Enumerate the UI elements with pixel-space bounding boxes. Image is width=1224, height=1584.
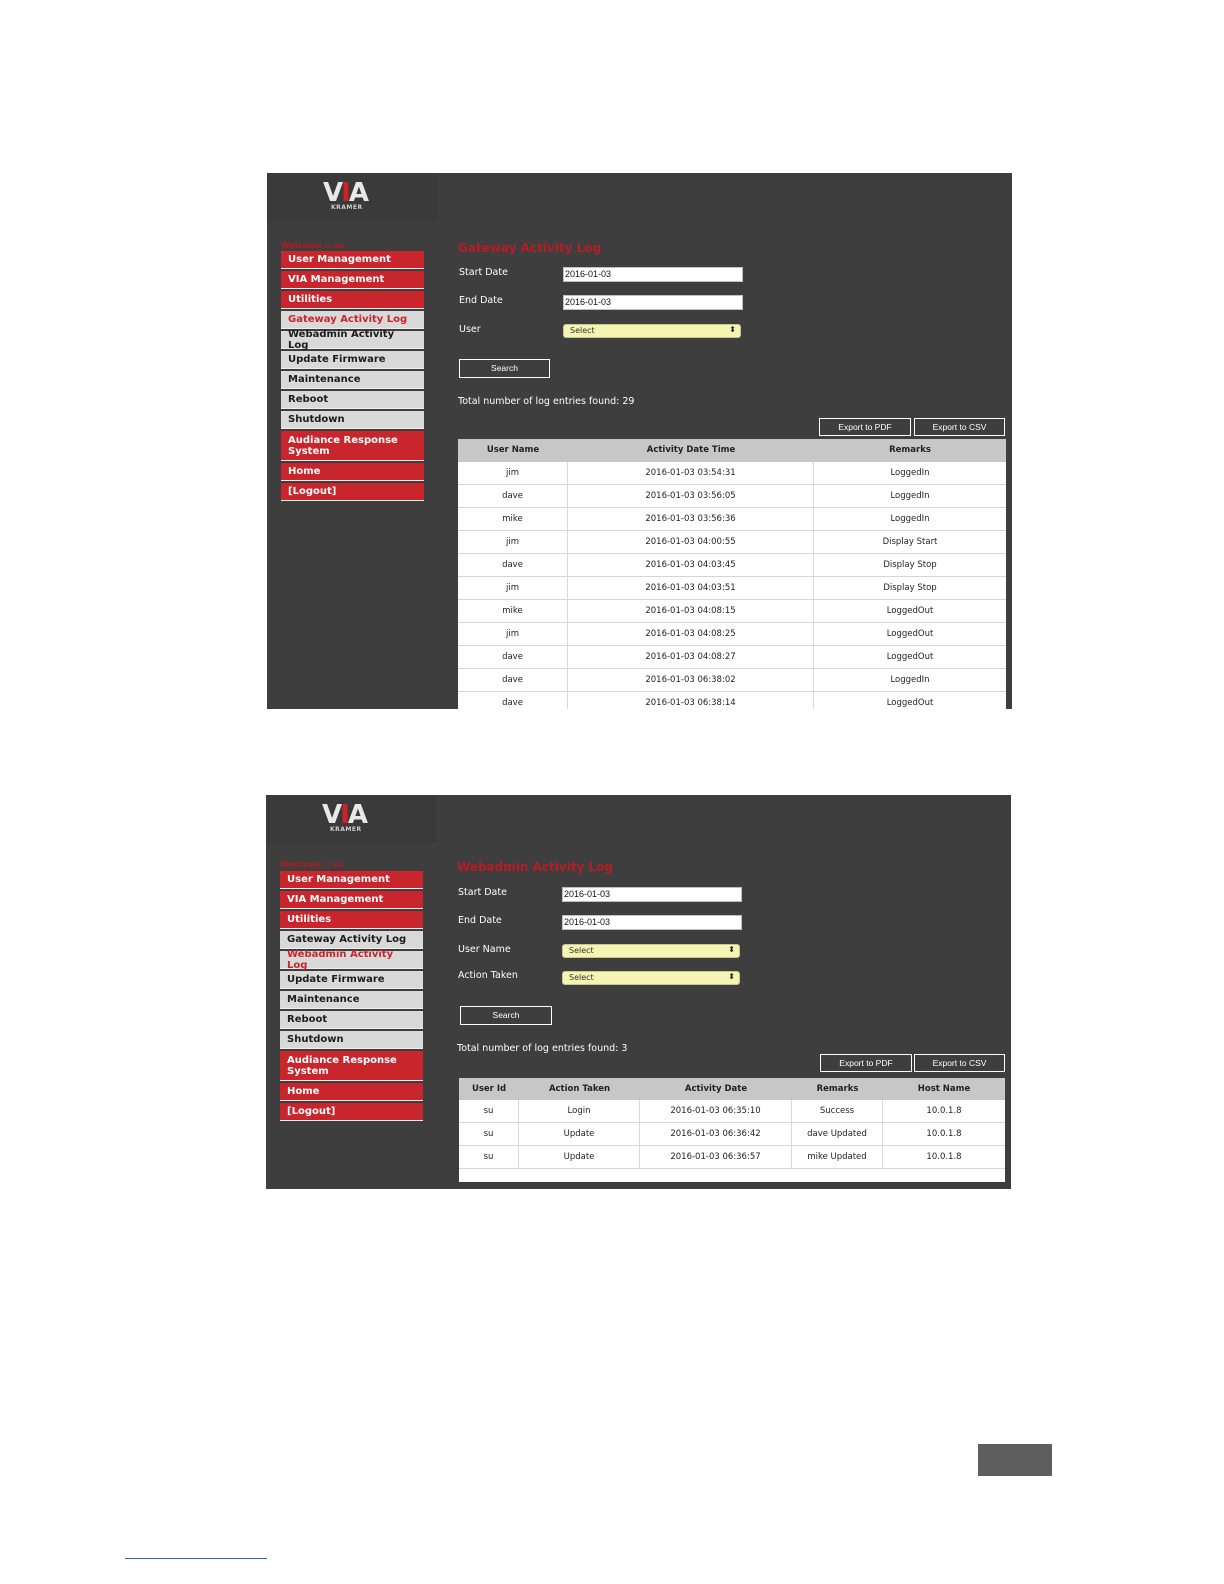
export-csv-button[interactable]: Export to CSV — [914, 1054, 1005, 1072]
search-button[interactable]: Search — [459, 359, 550, 378]
total-entries-text: Total number of log entries found: 3 — [457, 1043, 628, 1054]
column-header[interactable]: Activity Date Time — [646, 445, 736, 455]
table-cell: 2016-01-03 06:38:02 — [568, 669, 814, 691]
end-date-input[interactable]: 2016-01-03 — [563, 295, 743, 310]
table-cell: 2016-01-03 04:03:51 — [568, 577, 814, 599]
updown-arrows-icon: ⬍ — [728, 945, 735, 954]
table-cell: jim — [458, 623, 568, 645]
table-cell: su — [459, 1146, 519, 1168]
table-cell: mike Updated — [792, 1146, 883, 1168]
user-name-label: User Name — [458, 944, 511, 955]
table-row — [458, 577, 1006, 600]
sidebar-nav — [280, 871, 423, 1123]
table-cell: LoggedOut — [886, 652, 934, 662]
webadmin-log-table — [459, 1078, 1005, 1182]
start-date-label: Start Date — [459, 267, 508, 278]
table-cell: dave — [458, 554, 568, 576]
sidebar-item-maintenance[interactable]: Maintenance — [280, 991, 423, 1009]
table-cell: su — [459, 1123, 519, 1145]
table-cell: Success — [792, 1100, 883, 1122]
table-cell: LoggedIn — [890, 491, 930, 501]
sidebar-item-gateway-activity-log[interactable]: Gateway Activity Log — [280, 931, 423, 949]
table-row — [458, 531, 1006, 554]
sidebar-item-webadmin-activity-log[interactable]: Webadmin Activity Log — [280, 951, 423, 969]
sidebar-item-logout[interactable]: [Logout] — [281, 483, 424, 501]
table-row — [459, 1123, 1005, 1146]
column-header[interactable]: Host Name — [917, 1084, 971, 1094]
table-cell: LoggedIn — [890, 514, 930, 524]
table-cell: 2016-01-03 04:08:27 — [568, 646, 814, 668]
user-name-select-value: Select — [569, 946, 594, 955]
end-date-input[interactable]: 2016-01-03 — [562, 915, 742, 930]
table-cell: jim — [458, 462, 568, 484]
sidebar-item-via-management[interactable]: VIA Management — [281, 271, 424, 289]
total-entries-text: Total number of log entries found: 29 — [458, 396, 635, 407]
export-csv-button[interactable]: Export to CSV — [914, 418, 1005, 436]
table-header — [458, 439, 1006, 462]
table-cell: 2016-01-03 03:54:31 — [568, 462, 814, 484]
table-cell: 2016-01-03 06:36:42 — [640, 1123, 792, 1145]
table-cell: jim — [458, 531, 568, 553]
column-header[interactable]: Action Taken — [548, 1084, 611, 1094]
table-cell: 10.0.1.8 — [926, 1152, 962, 1162]
table-cell: 2016-01-03 06:38:14 — [568, 692, 814, 709]
table-cell: 2016-01-03 06:36:57 — [640, 1146, 792, 1168]
table-cell: 2016-01-03 04:08:15 — [568, 600, 814, 622]
table-cell: dave — [458, 646, 568, 668]
table-cell: jim — [458, 577, 568, 599]
end-date-label: End Date — [458, 915, 502, 926]
table-cell: LoggedOut — [886, 606, 934, 616]
sidebar-item-update-firmware[interactable]: Update Firmware — [281, 351, 424, 369]
table-row — [459, 1146, 1005, 1169]
user-select[interactable] — [563, 324, 741, 338]
table-cell: 2016-01-03 04:03:45 — [568, 554, 814, 576]
start-date-input[interactable]: 2016-01-03 — [563, 267, 743, 282]
page-title: Webadmin Activity Log — [457, 860, 613, 874]
column-header[interactable]: User Name — [486, 445, 540, 455]
start-date-input[interactable]: 2016-01-03 — [562, 887, 742, 902]
table-row — [458, 669, 1006, 692]
table-cell: LoggedOut — [886, 629, 934, 639]
table-cell: dave Updated — [792, 1123, 883, 1145]
gateway-activity-log-screenshot — [267, 173, 1012, 709]
sidebar-item-utilities[interactable]: Utilities — [281, 291, 424, 309]
search-button[interactable]: Search — [460, 1006, 552, 1025]
table-cell: 10.0.1.8 — [926, 1129, 962, 1139]
sidebar-item-gateway-activity-log[interactable]: Gateway Activity Log — [281, 311, 424, 329]
start-date-label: Start Date — [458, 887, 507, 898]
table-cell: 2016-01-03 03:56:05 — [568, 485, 814, 507]
table-cell: 10.0.1.8 — [926, 1106, 962, 1116]
table-row — [458, 462, 1006, 485]
user-label: User — [459, 324, 481, 335]
table-cell: Display Stop — [883, 583, 937, 593]
column-header[interactable]: User Id — [471, 1084, 507, 1094]
table-row — [458, 485, 1006, 508]
export-pdf-button[interactable]: Export to PDF — [819, 418, 911, 436]
table-row — [458, 646, 1006, 669]
welcome-text: Welcome :: su — [281, 241, 345, 250]
sidebar-item-home[interactable]: Home — [281, 463, 424, 481]
webadmin-activity-log-screenshot — [266, 795, 1011, 1189]
table-cell: dave — [458, 692, 568, 709]
table-cell: Update — [519, 1123, 640, 1145]
sidebar-item-audiance-response-system[interactable]: Audiance Response System — [280, 1051, 423, 1081]
table-row — [458, 600, 1006, 623]
sidebar-nav — [281, 251, 424, 503]
sidebar-item-reboot[interactable]: Reboot — [280, 1011, 423, 1029]
table-row — [458, 692, 1006, 709]
sidebar-item-utilities[interactable]: Utilities — [280, 911, 423, 929]
sidebar-item-home[interactable]: Home — [280, 1083, 423, 1101]
table-row — [458, 508, 1006, 531]
table-cell: LoggedOut — [886, 698, 934, 708]
end-date-label: End Date — [459, 295, 503, 306]
table-cell: Login — [519, 1100, 640, 1122]
table-cell: LoggedIn — [890, 675, 930, 685]
sidebar-item-user-management[interactable]: User Management — [280, 871, 423, 889]
sidebar-item-shutdown[interactable]: Shutdown — [281, 411, 424, 429]
gateway-log-table — [458, 439, 1006, 709]
export-pdf-button[interactable]: Export to PDF — [820, 1054, 912, 1072]
welcome-text: Welcome :: su — [280, 860, 344, 869]
footer-rule — [125, 1558, 267, 1559]
table-cell: 2016-01-03 03:56:36 — [568, 508, 814, 530]
table-row — [459, 1100, 1005, 1123]
sidebar-item-user-management[interactable]: User Management — [281, 251, 424, 269]
sidebar-item-via-management[interactable]: VIA Management — [280, 891, 423, 909]
table-cell: 2016-01-03 06:35:10 — [640, 1100, 792, 1122]
user-name-select[interactable] — [562, 944, 740, 958]
table-cell: mike — [458, 600, 568, 622]
column-header[interactable]: Remarks — [816, 1084, 859, 1094]
table-cell: 2016-01-03 04:08:25 — [568, 623, 814, 645]
page-title: Gateway Activity Log — [458, 241, 602, 255]
sidebar-item-update-firmware[interactable]: Update Firmware — [280, 971, 423, 989]
updown-arrows-icon: ⬍ — [729, 325, 736, 334]
column-header[interactable]: Activity Date — [684, 1084, 748, 1094]
column-header[interactable]: Remarks — [889, 445, 931, 455]
via-kramer-logo: VIA KRAMER — [267, 173, 437, 221]
table-cell: dave — [458, 669, 568, 691]
table-cell: dave — [458, 485, 568, 507]
sidebar-item-shutdown[interactable]: Shutdown — [280, 1031, 423, 1049]
table-cell: Update — [519, 1146, 640, 1168]
table-row — [458, 623, 1006, 646]
updown-arrows-icon: ⬍ — [728, 972, 735, 981]
sidebar-item-reboot[interactable]: Reboot — [281, 391, 424, 409]
page-number-tab — [978, 1444, 1052, 1476]
table-cell: su — [459, 1100, 519, 1122]
table-header — [459, 1078, 1005, 1100]
table-cell: mike — [458, 508, 568, 530]
action-taken-select[interactable] — [562, 971, 740, 985]
action-taken-label: Action Taken — [458, 970, 518, 981]
table-cell: Display Start — [882, 537, 938, 547]
action-taken-select-value: Select — [569, 973, 594, 982]
sidebar-item-maintenance[interactable]: Maintenance — [281, 371, 424, 389]
table-row — [458, 554, 1006, 577]
via-kramer-logo: VIA KRAMER — [266, 795, 436, 843]
sidebar-item-webadmin-activity-log[interactable]: Webadmin Activity Log — [281, 331, 424, 349]
sidebar-item-audiance-response-system[interactable]: Audiance Response System — [281, 431, 424, 461]
user-select-value: Select — [570, 326, 595, 335]
table-cell: Display Stop — [883, 560, 937, 570]
table-cell: LoggedIn — [890, 468, 930, 478]
table-cell: 2016-01-03 04:00:55 — [568, 531, 814, 553]
sidebar-item-logout[interactable]: [Logout] — [280, 1103, 423, 1121]
